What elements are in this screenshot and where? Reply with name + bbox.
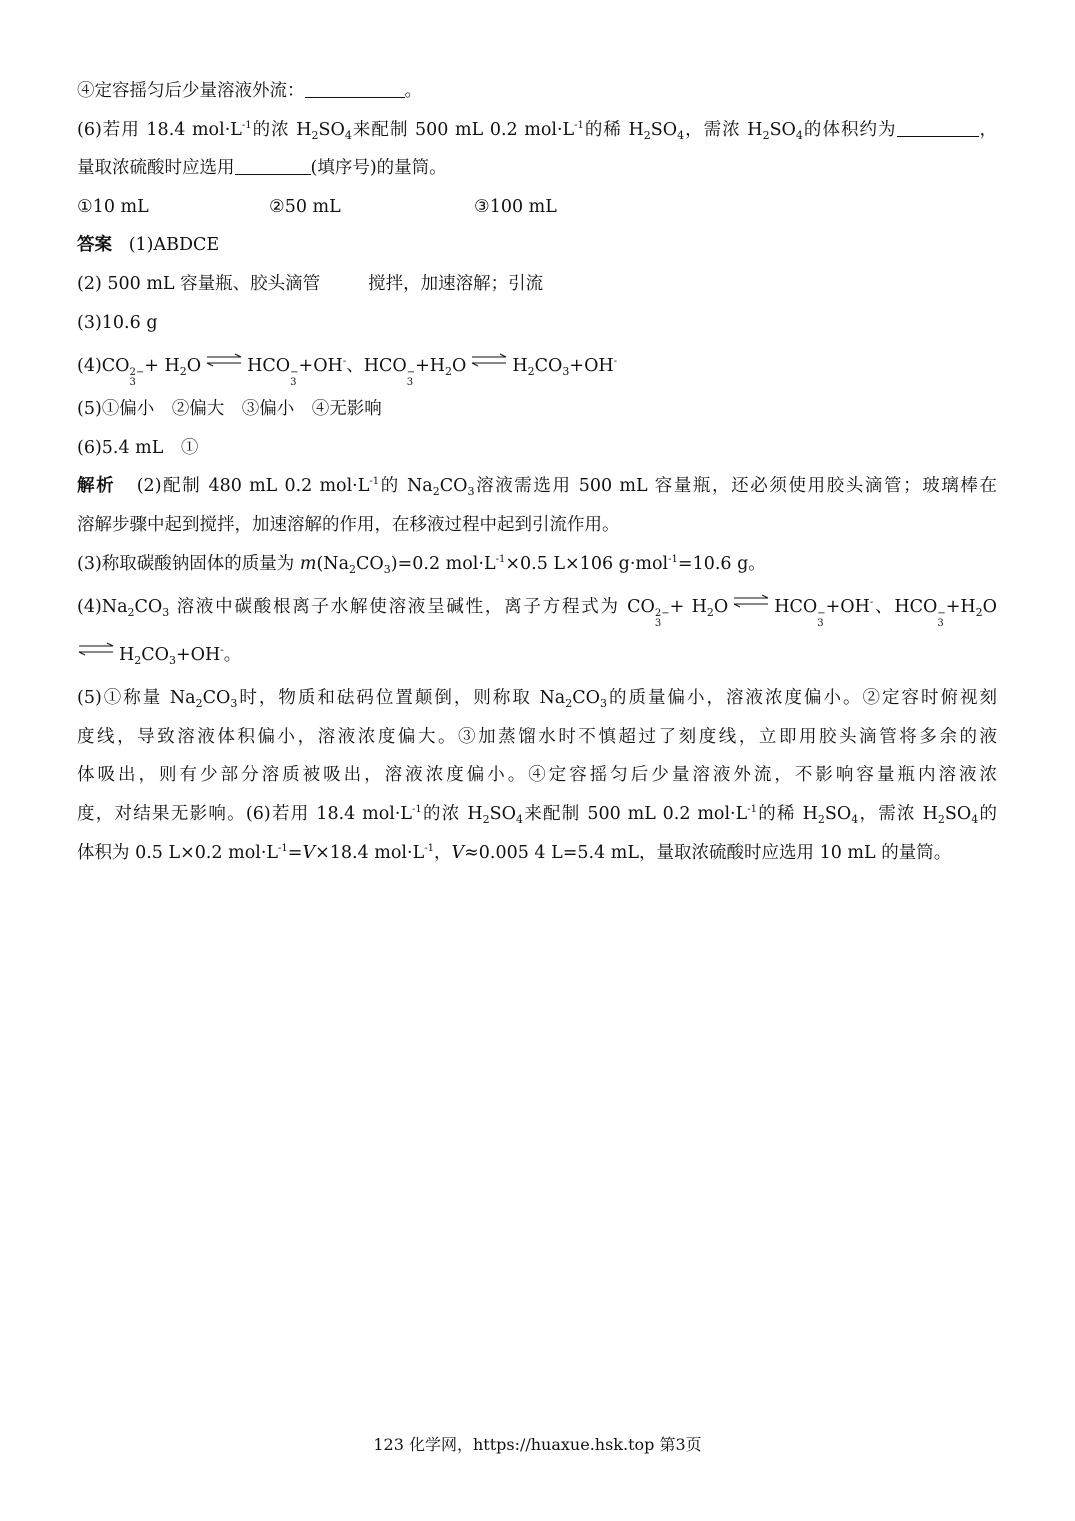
- answer-3: (3)10.6 g: [77, 312, 158, 333]
- analysis-p5-line-3: [77, 756, 997, 795]
- question-6-options: [77, 188, 997, 227]
- answer-2a: (2) 500 mL 容量瓶、胶头滴管: [77, 273, 321, 294]
- q6-text-a: (6)若用 18.4 mol·L: [77, 119, 242, 140]
- q6-line2-a: 量取浓硫酸时应选用: [77, 158, 235, 179]
- answer-line-5: [77, 390, 997, 429]
- analysis-text: (5)①称量 Na: [77, 688, 196, 709]
- analysis-label: 解析: [77, 476, 116, 497]
- reversible-arrow-icon: [205, 353, 243, 367]
- option-1: ①10 mL: [77, 196, 149, 217]
- answer-5: (5)①偏小 ②偏大 ③偏小 ④无影响: [77, 399, 382, 420]
- analysis-text: 体积为 0.5 L×0.2 mol·L: [77, 842, 279, 863]
- reversible-arrow-icon: [470, 353, 508, 367]
- option-2: ②50 mL: [269, 196, 341, 217]
- answer-label: 答案: [77, 235, 112, 256]
- answer-line-6: [77, 429, 997, 468]
- answer-6: (6)5.4 mL ①: [77, 437, 199, 458]
- analysis-p2-line-2: [77, 506, 997, 545]
- answer-2b: 搅拌，加速溶解；引流: [368, 273, 544, 294]
- analysis-text: 溶液中碳酸根离子水解使溶液呈碱性，离子方程式为: [176, 597, 620, 618]
- answer-line-2: [77, 265, 997, 304]
- q4-text: ④定容摇匀后少量溶液外流：: [77, 81, 305, 101]
- q6-text-c: 来配制 500 mL 0.2 mol·L: [351, 119, 575, 140]
- analysis-text: 度，对结果无影响。(6)若用 18.4 mol·L: [77, 803, 413, 824]
- answer-blank: [305, 77, 405, 98]
- option-3: ③100 mL: [474, 196, 557, 217]
- analysis-p5-line-4: 度，对结果无影响。(6)若用 18.4 $mol\cdot L^{-1}$的浓 $H_2SO_4$来配制 500 mL 0.2 $mol\cdot L^{-1}$的稀 $H_2SO_4$，需浓 $H_2SO_4$的: [77, 803, 997, 826]
- reversible-arrow-icon: [732, 594, 770, 608]
- answer-line-3: [77, 304, 997, 343]
- document-body: [77, 72, 997, 872]
- analysis-text: 的浓 H: [421, 803, 483, 824]
- analysis-p5-line-5: 体积为 0.5 L×0.2 $mol\cdot L^{-1}=V\times 18.4$ $mol\cdot L^{-1}$，V≈0.005 4 L=5.4 mL，量取浓硫酸时应选用 10 mL 的量筒。: [77, 842, 952, 863]
- analysis-text: 度线，导致溶液体积偏小，溶液浓度偏大。③加蒸馏水时不慎超过了刻度线，立即用胶头滴管将多余的液: [77, 726, 997, 747]
- analysis-p5-line-1: (5)①称量 $Na_2CO_3$时，物质和砝码位置颠倒，则称取 $Na_2CO_3$的质量偏小，溶液浓度偏小。②定容时俯视刻: [77, 688, 997, 711]
- analysis-text: ≈0.005 4 L=5.4 mL，量取浓硫酸时应选用 10 mL 的量筒。: [464, 842, 952, 863]
- answer-blank: [897, 116, 979, 137]
- analysis-text: 的稀 H: [757, 803, 818, 824]
- analysis-text: =0.2 mol·L: [397, 553, 496, 574]
- q6-text-e: ，需浓 H: [684, 119, 763, 140]
- analysis-text: ×18.4 mol·L: [315, 842, 425, 863]
- analysis-text: 来配制 500 mL 0.2 mol·L: [523, 803, 748, 824]
- analysis-text: ，需浓 H: [858, 803, 938, 824]
- q6-text-d: 的稀 H: [583, 119, 644, 140]
- answer-line-1: [77, 226, 997, 265]
- analysis-p2-line-1: 解析 (2)配制 480 mL 0.2 $mol\cdot L^{-1}$的 $Na_2CO_3$溶液需选用 500 mL 容量瓶，还必须使用胶头滴管；玻璃棒在: [77, 476, 998, 499]
- analysis-text: 的质量偏小，溶液浓度偏小。②定容时俯视刻: [606, 688, 997, 709]
- answer-1: (1)ABDCE: [128, 235, 220, 256]
- reversible-arrow-icon: [77, 642, 115, 656]
- analysis-text: 时，物质和砝码位置颠倒，则称取 Na: [237, 688, 566, 709]
- analysis-text: (2)配制 480 mL 0.2 mol·L: [136, 476, 370, 497]
- q6-line2-b: (填序号)的量筒。: [310, 158, 447, 179]
- analysis-text: 的 Na: [379, 476, 433, 497]
- analysis-text: 体吸出，则有少部分溶质被吸出，溶液浓度偏小。④定容摇匀后少量溶液外流，不影响容量瓶内溶液浓: [77, 765, 997, 786]
- analysis-p4-line-2: $H_2CO_3+OH^-$。: [77, 631, 997, 679]
- answer-blank: [235, 154, 311, 175]
- analysis-text: ×0.5 L×106 g·mol: [505, 553, 669, 574]
- analysis-p4-line-1: $(4)Na_2CO_3$ 溶液中碳酸根离子水解使溶液呈碱性，离子方程式为 CO 2− 3 + $H_2O$ HCO − 3 +OH-、HCO − 3 $+H_2O$: [77, 583, 997, 631]
- analysis-text: 溶解步骤中起到搅拌，加速溶解的作用，在移液过程中起到引流作用。: [77, 514, 620, 535]
- question-4-item: ④定容摇匀后少量溶液外流： 。: [77, 72, 997, 111]
- question-6-line-1: (6)若用 18.4 $mol\cdot L^{-1}$的浓 $H_2SO_4$来配制 500 mL 0.2 $mol\cdot L^{-1}$的稀 $H_2SO_4$，需浓 $H_2SO_4$的体积约为 ，: [77, 111, 997, 150]
- question-6-line-2: [77, 149, 997, 188]
- analysis-text: 的: [978, 803, 997, 824]
- answer-line-4-equation: (4)CO 2− 3 + $H_2O$ HCO − 3 +OH-、HCO − 3 $+H_2O$ $H_2CO_3+OH^-$: [77, 342, 997, 390]
- q6-text-f: 的体积约为: [802, 119, 897, 140]
- page-footer: 123 化学网，https://huaxue.hsk.top 第3页: [373, 1435, 702, 1454]
- analysis-p5-line-2: [77, 718, 997, 757]
- analysis-text: (3)称取碳酸钠固体的质量为: [77, 553, 300, 574]
- analysis-text: 溶液需选用 500 mL 容量瓶，还必须使用胶头滴管；玻璃棒在: [474, 476, 998, 497]
- analysis-text: =10.6 g。: [677, 553, 766, 574]
- q6-text-b: 的浓 H: [251, 119, 312, 140]
- analysis-p3: (3)称取碳酸钠固体的质量为 $m(Na_2CO_3)=0.2$ $mol\cdot L^{-1}\times 0.5$ L×106 g·mol$^{-1}$=10.6 g。: [77, 553, 766, 576]
